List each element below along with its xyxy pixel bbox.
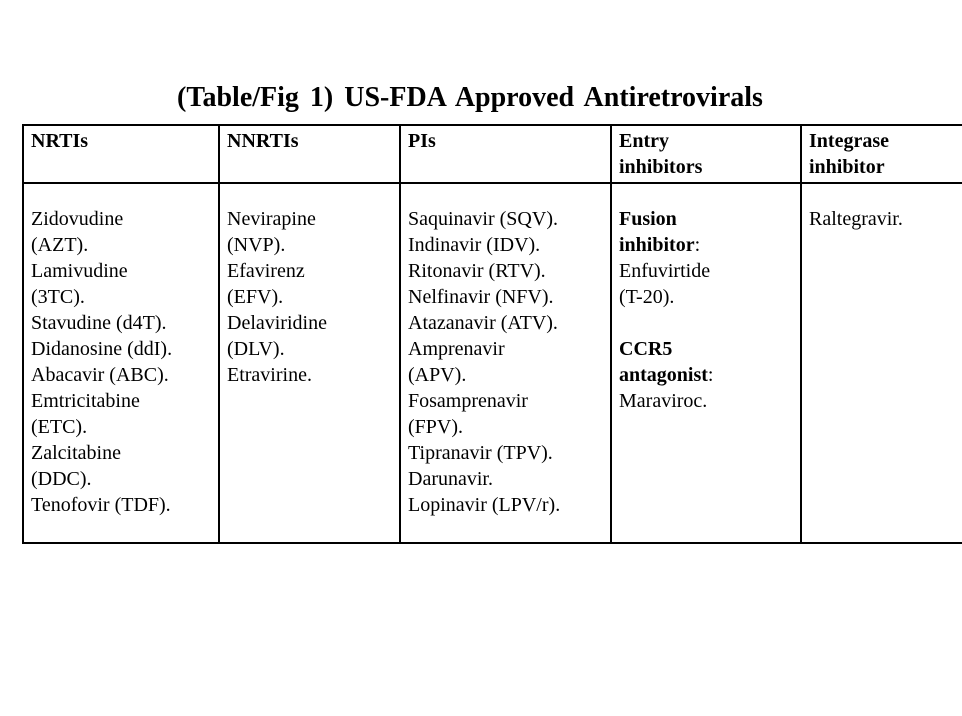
drug-line: Amprenavir [408, 338, 505, 360]
drug-line: (ETC). [31, 416, 88, 438]
drug-line: Zalcitabine [31, 442, 121, 464]
drug-line: Efavirenz [227, 260, 305, 282]
table-body-row [23, 183, 962, 543]
column-header-line: NRTIs [31, 130, 89, 152]
antiretrovirals-table [22, 124, 962, 544]
drug-line: Delaviridine [227, 312, 327, 334]
column-header-nnrtis [219, 125, 400, 183]
drug-line: antagonist: [619, 364, 714, 386]
column-cell-entry-inhibitors [611, 183, 801, 543]
column-header-line: inhibitors [619, 156, 703, 178]
column-header-line: Entry [619, 130, 669, 152]
column-header-line: PIs [408, 130, 436, 152]
column-header-line: inhibitor [809, 156, 885, 178]
drug-line: Tipranavir (TPV). [408, 442, 553, 464]
column-cell-pis [400, 183, 611, 543]
column-header-nrtis [23, 125, 219, 183]
drug-line: Stavudine (d4T). [31, 312, 167, 334]
drug-line: Raltegravir. [809, 208, 903, 230]
drug-line: (AZT). [31, 234, 89, 256]
drug-line: Tenofovir (TDF). [31, 494, 171, 516]
column-cell-integrase-inhibitor [801, 183, 962, 543]
table-header-row [23, 125, 962, 183]
drug-line: (DLV). [227, 338, 285, 360]
column-header-integrase-inhibitor [801, 125, 962, 183]
drug-line: Enfuvirtide [619, 260, 711, 282]
column-header-entry-inhibitors [611, 125, 801, 183]
column-header-pis [400, 125, 611, 183]
drug-line: Saquinavir (SQV). [408, 208, 558, 230]
drug-line: Lamivudine [31, 260, 128, 282]
drug-line: (EFV). [227, 286, 284, 308]
drug-line: Nelfinavir (NFV). [408, 286, 554, 308]
drug-line: Atazanavir (ATV). [408, 312, 558, 334]
drug-line: Maraviroc. [619, 390, 708, 412]
drug-line: Ritonavir (RTV). [408, 260, 546, 282]
drug-line: CCR5 [619, 338, 673, 360]
drug-line: Etravirine. [227, 364, 312, 386]
drug-line: Didanosine (ddI). [31, 338, 173, 360]
table-title: (Table/Fig 1) US-FDA Approved Antiretrovirals [177, 82, 763, 113]
column-cell-nrtis [23, 183, 219, 543]
drug-line: Fosamprenavir [408, 390, 528, 412]
drug-line: Abacavir (ABC). [31, 364, 169, 386]
drug-line: (T-20). [619, 286, 675, 308]
drug-line: Lopinavir (LPV/r). [408, 494, 561, 516]
drug-line: (FPV). [408, 416, 464, 438]
blank-line [619, 310, 794, 336]
drug-line: Darunavir. [408, 468, 493, 490]
drug-line: (APV). [408, 364, 467, 386]
drug-line: Nevirapine [227, 208, 316, 230]
drug-line: Emtricitabine [31, 390, 140, 412]
drug-line: Indinavir (IDV). [408, 234, 541, 256]
drug-line: inhibitor: [619, 234, 701, 256]
drug-line: (NVP). [227, 234, 286, 256]
drug-line: Zidovudine [31, 208, 124, 230]
drug-line: (DDC). [31, 468, 92, 490]
column-header-line: NNRTIs [227, 130, 299, 152]
drug-line: Fusion [619, 208, 677, 230]
column-cell-nnrtis [219, 183, 400, 543]
column-header-line: Integrase [809, 130, 889, 152]
drug-line: (3TC). [31, 286, 85, 308]
